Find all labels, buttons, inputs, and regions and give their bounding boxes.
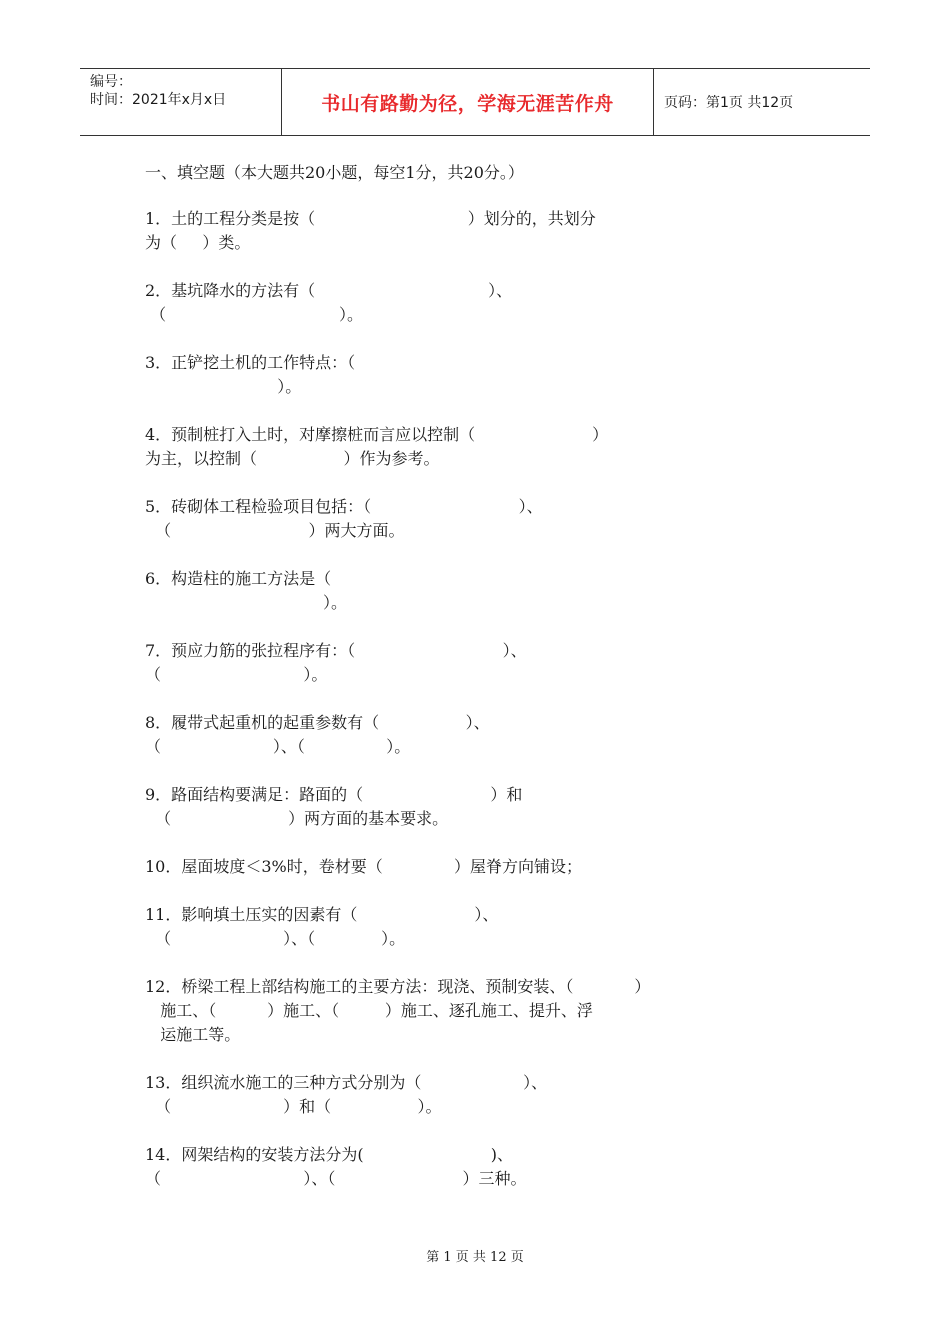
question-line: 8．履带式起重机的起重参数有（ ）、 [145,713,490,732]
question-line: （ ）和（ ）。 [145,1097,442,1116]
question-line: （ ）两大方面。 [145,521,405,540]
header-info-cell [80,69,282,135]
section-title: 一、填空题（本大题共20小题，每空1分，共20分。） [145,163,524,182]
question-line: （ ）、（ ）。 [145,929,406,948]
question-line: 6．构造柱的施工方法是（ [145,569,332,588]
question-line: 3．正铲挖土机的工作特点：（ [145,353,356,372]
question-line: 1．土的工程分类是按（ ）划分的，共划分 [145,209,596,228]
question-line: （ ）。 [145,305,364,324]
header-page-cell [654,69,870,135]
header-motto: 书山有路勤为径，学海无涯苦作舟 [321,92,614,115]
question-line: 11．影响填土压实的因素有（ ）、 [145,905,499,924]
question-line: 为（ ）类。 [145,233,251,252]
question-line: 7．预应力筋的张拉程序有：（ ）、 [145,641,527,660]
question-line: （ ）、（ ）三种。 [145,1169,527,1188]
question-line: 9．路面结构要满足：路面的（ ）和 [145,785,523,804]
question-line: 10．屋面坡度＜3%时，卷材要（ ）屋脊方向铺设； [145,857,582,876]
question-line: 12．桥梁工程上部结构施工的主要方法：现浇、预制安装、（ ） [145,977,651,996]
question-line: 13．组织流水施工的三种方式分别为（ ）、 [145,1073,548,1092]
question-line: ）。 [145,377,302,396]
question-line: ）。 [145,593,348,612]
question-line: （ ）两方面的基本要求。 [145,809,449,828]
question-line: 5．砖砌体工程检验项目包括：（ ）、 [145,497,543,516]
page-header [80,68,870,136]
document-number-label: 编号： [90,74,132,90]
document-time-label: 时间：2021年x月x日 [90,92,227,108]
question-line: 2．基坑降水的方法有（ ）、 [145,281,513,300]
question-line: 施工、（ ）施工、（ ）施工、逐孔施工、提升、浮 [145,1001,593,1020]
page-footer: 第 1 页 共 12 页 [426,1250,524,1265]
question-line: 4．预制桩打入土时，对摩擦桩而言应以控制（ ） [145,425,609,444]
question-line: （ ）。 [145,665,328,684]
question-line: 14．网架结构的安装方法分为( )、 [145,1145,513,1164]
header-motto-cell [282,69,654,135]
question-line: （ ）、（ ）。 [145,737,411,756]
question-line: 运施工等。 [145,1025,241,1044]
header-page-info: 页码：第1页 共12页 [664,95,794,111]
question-line: 为主，以控制（ ）作为参考。 [145,449,440,468]
